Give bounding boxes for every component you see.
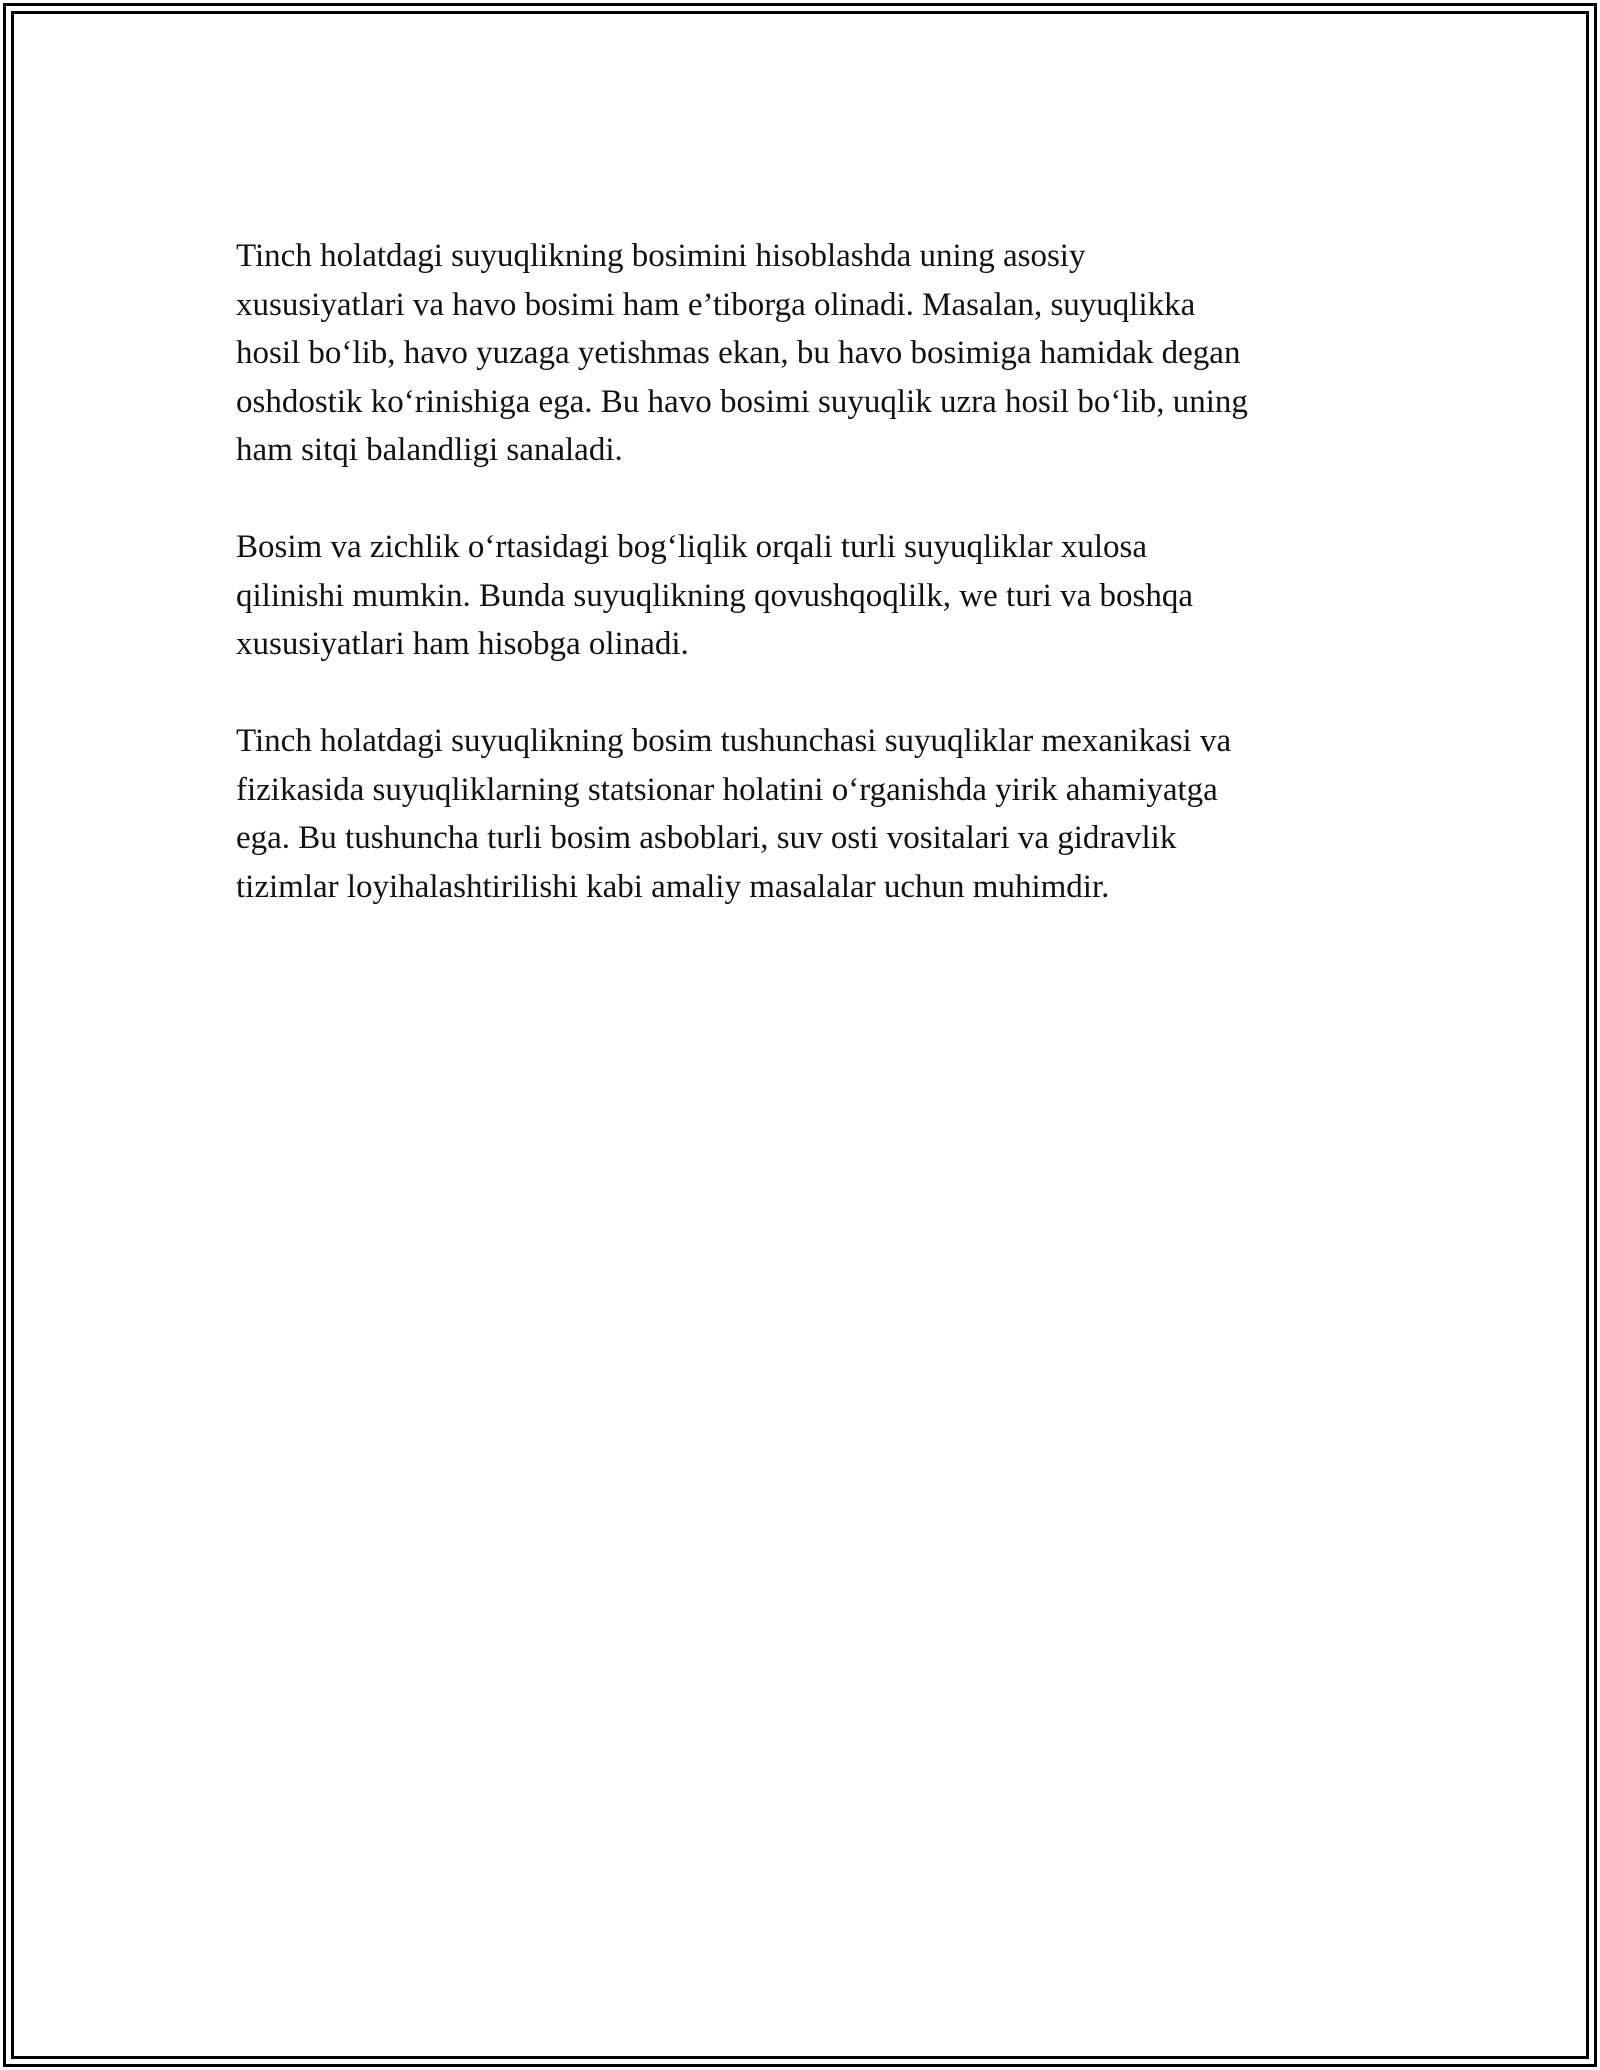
- text-line: xususiyatlari ham hisobga olinadi.: [236, 626, 689, 662]
- text-line: tizimlar loyihalashtirilishi kabi amaliy masalalar uchun muhimdir.: [236, 868, 1110, 905]
- text-line: qilinishi mumkin. Bunda suyuqlikning qovushqoqlilk, we turi va boshqa: [236, 577, 1193, 614]
- text-line: Tinch holatdagi suyuqlikning bosimini hisoblashda uning asosiy: [236, 238, 1086, 274]
- paragraph-3: [236, 717, 1376, 911]
- paragraph-1: [236, 232, 1376, 475]
- text-line: xususiyatlari va havo bosimi ham e’tiborga olinadi. Masalan, suyuqlikka: [236, 286, 1196, 323]
- text-line: hosil bo‘lib, havo yuzaga yetishmas ekan, bu havo bosimiga hamidak degan: [236, 335, 1241, 371]
- paragraph-2: [236, 523, 1376, 669]
- text-line: oshdostik ko‘rinishiga ega. Bu havo bosimi suyuqlik uzra hosil bo‘lib, uning: [236, 383, 1248, 420]
- text-line: ham sitqi balandligi sanaladi.: [236, 432, 623, 468]
- document-body: [236, 232, 1376, 960]
- text-line: Tinch holatdagi suyuqlikning bosim tushunchasi suyuqliklar mexanikasi va: [236, 723, 1232, 759]
- text-line: Bosim va zichlik o‘rtasidagi bog‘liqlik orqali turli suyuqliklar xulosa: [236, 529, 1148, 565]
- text-line: fizikasida suyuqliklarning statsionar holatini o‘rganishda yirik ahamiyatga: [236, 771, 1218, 808]
- text-line: ega. Bu tushuncha turli bosim asboblari, suv osti vositalari va gidravlik: [236, 820, 1177, 856]
